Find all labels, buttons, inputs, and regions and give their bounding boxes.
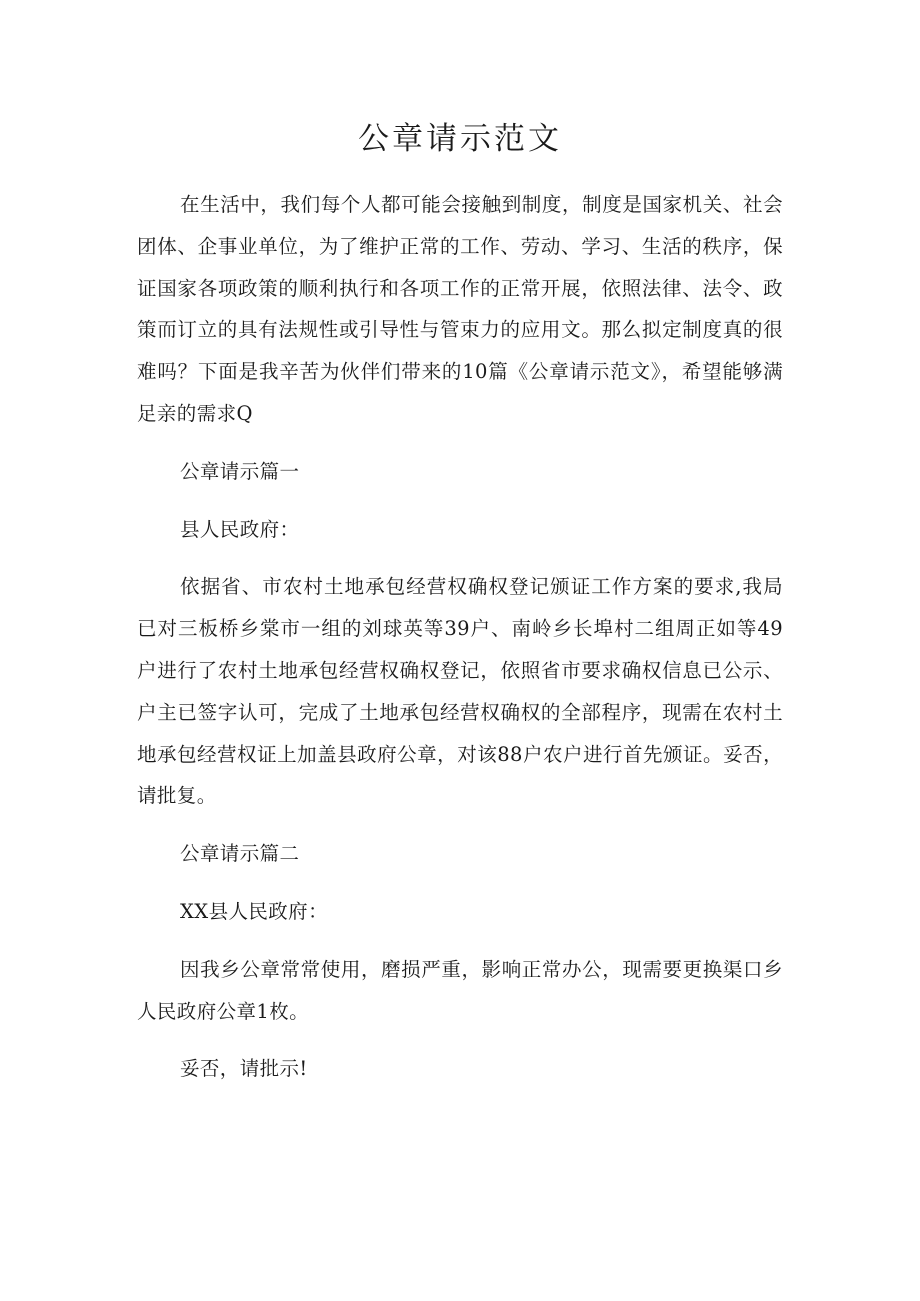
document-body: [137, 184, 783, 1090]
closing-line: 妥否，请批示!: [180, 1057, 308, 1081]
addressee-2: XX县人民政府：: [180, 899, 328, 923]
body-paragraph-1: 依据省、市农村土地承包经营权确权登记颁证工作方案的要求,我局已对三板桥乡棠市一组的刘球英等39户、南岭乡长埠村二组周正如等49户进行了农村土地承包经营权确权登记，依照省市要求确权信息已公示、户主已签字认可，完成了土地承包经营权确权的全部程序，现需在农村土地承包经营权证上加盖县政府公章，对该88户农户进行首先颁证。妥否，请批复。: [137, 575, 783, 808]
addressee-1: 县人民政府：: [180, 517, 300, 541]
document-title: 公章请示范文: [358, 121, 562, 157]
intro-paragraph: 在生活中，我们每个人都可能会接触到制度，制度是国家机关、社会团体、企事业单位，为了维护正常的工作、劳动、学习、生活的秩序，保证国家各项政策的顺利执行和各项工作的正常开展，依照法律、法令、政策而订立的具有法规性或引导性与管束力的应用文。那么拟定制度真的很难吗？下面是我辛苦为伙伴们带来的10篇《公章请示范文》，希望能够满足亲的需求Q: [137, 193, 783, 425]
section-heading-1: 公章请示篇一: [180, 459, 300, 483]
section-heading-2: 公章请示篇二: [180, 842, 300, 866]
body-paragraph-2: 因我乡公章常常使用，磨损严重，影响正常办公，现需要更换渠口乡人民政府公章1枚。: [137, 957, 783, 1023]
